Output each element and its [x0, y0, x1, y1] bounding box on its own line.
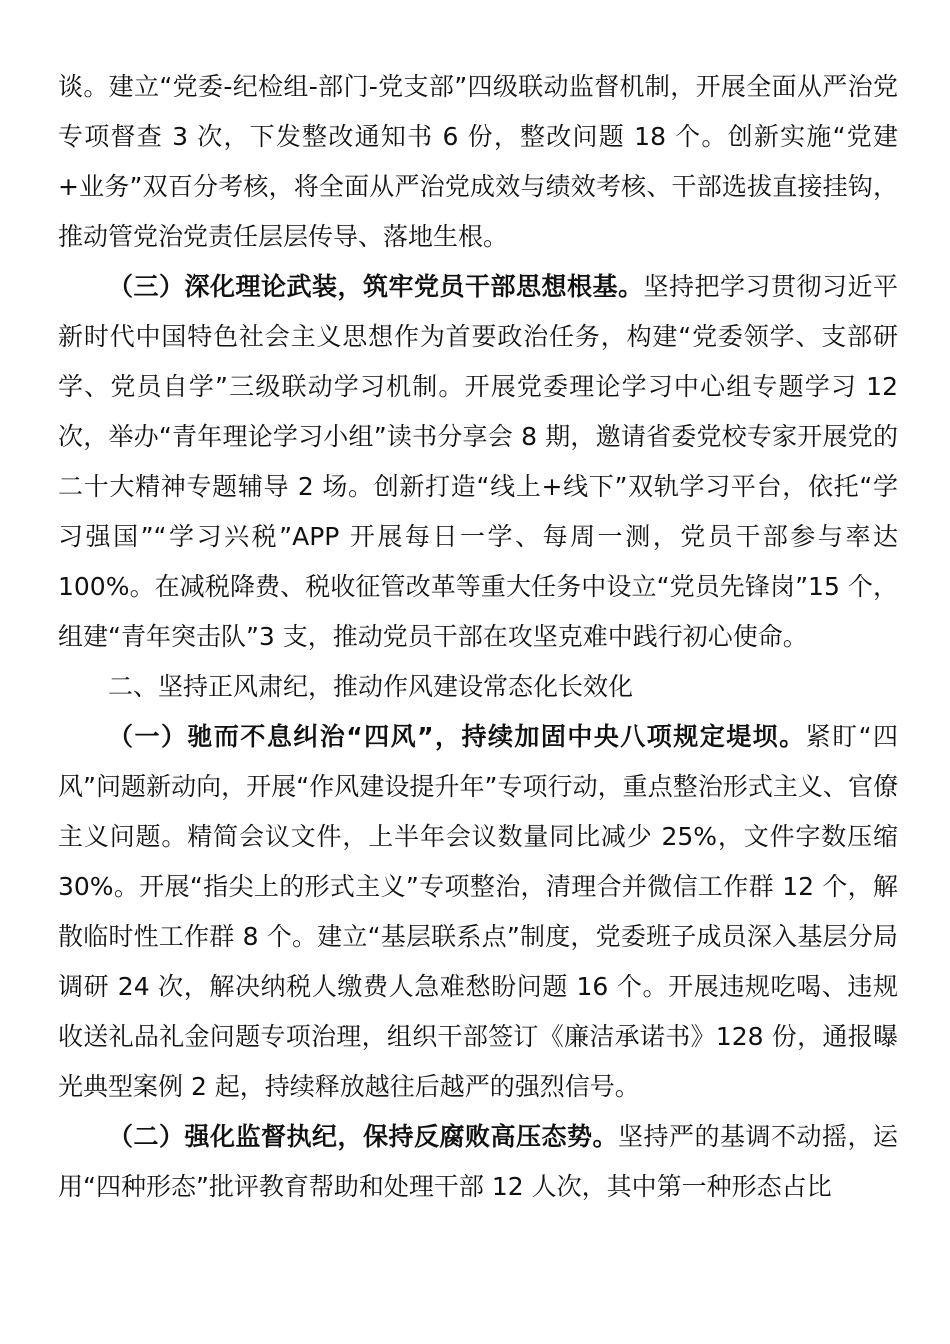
paragraph-theory-study	[58, 262, 898, 662]
section-heading-two	[58, 662, 898, 712]
paragraph-continuation	[58, 62, 898, 262]
paragraph-text: 坚持把学习贯彻习近平新时代中国特色社会主义思想作为首要政治任务，构建“党委领学、支部研学、党员自学”三级联动学习机制。开展党委理论学习中心组专题学习 12 次，举办“青年理论学习小组”读书分享会 8 期，邀请省委党校专家开展党的二十大精神专题辅导 2 场。创新打造“线上+线下”双轨学习平台，依托“学习强国”“学习兴税”APP 开展每日一学、每周一测，党员干部参与率达 100%。在减税降费、税收征管改革等重大任务中设立“党员先锋岗”15 个，组建“青年突击队”3 支，推动党员干部在攻坚克难中践行初心使命。	[58, 272, 898, 651]
section-heading-text: 二、坚持正风肃纪，推动作风建设常态化长效化	[108, 672, 634, 701]
paragraph-text: 紧盯“四风”问题新动向，开展“作风建设提升年”专项行动，重点整治形式主义、官僚主义问题。精简会议文件，上半年会议数量同比减少 25%，文件字数压缩 30%。开展“指尖上的形式主义”专项整治，清理合并微信工作群 12 个，解散临时性工作群 8 个。建立“基层联系点”制度，党委班子成员深入基层分局调研 24 次，解决纳税人缴费人急难愁盼问题 16 个。开展违规吃喝、违规收送礼品礼金问题专项治理，组织干部签订《廉洁承诺书》128 份，通报曝光典型案例 2 起，持续释放越往后越严的强烈信号。	[58, 722, 898, 1101]
paragraph-lead-heading: （二）强化监督执纪，保持反腐败高压态势。	[108, 1122, 618, 1151]
document-page	[58, 62, 898, 1212]
paragraph-four-winds	[58, 712, 898, 1112]
paragraph-text: 坚持严的基调不动摇，运用“四种形态”批评教育帮助和处理干部 12 人次，其中第一种形态占比	[58, 1122, 898, 1201]
paragraph-text: 谈。建立“党委-纪检组-部门-党支部”四级联动监督机制，开展全面从严治党专项督查 3 次，下发整改通知书 6 份，整改问题 18 个。创新实施“党建+业务”双百分考核，将全面从严治党成效与绩效考核、干部选拔直接挂钩，推动管党治党责任层层传导、落地生根。	[58, 72, 898, 251]
paragraph-lead-heading: （三）深化理论武装，筑牢党员干部思想根基。	[108, 272, 644, 301]
paragraph-lead-heading: （一）驰而不息纠治“四风”，持续加固中央八项规定堤坝。	[108, 722, 806, 751]
paragraph-discipline	[58, 1112, 898, 1212]
